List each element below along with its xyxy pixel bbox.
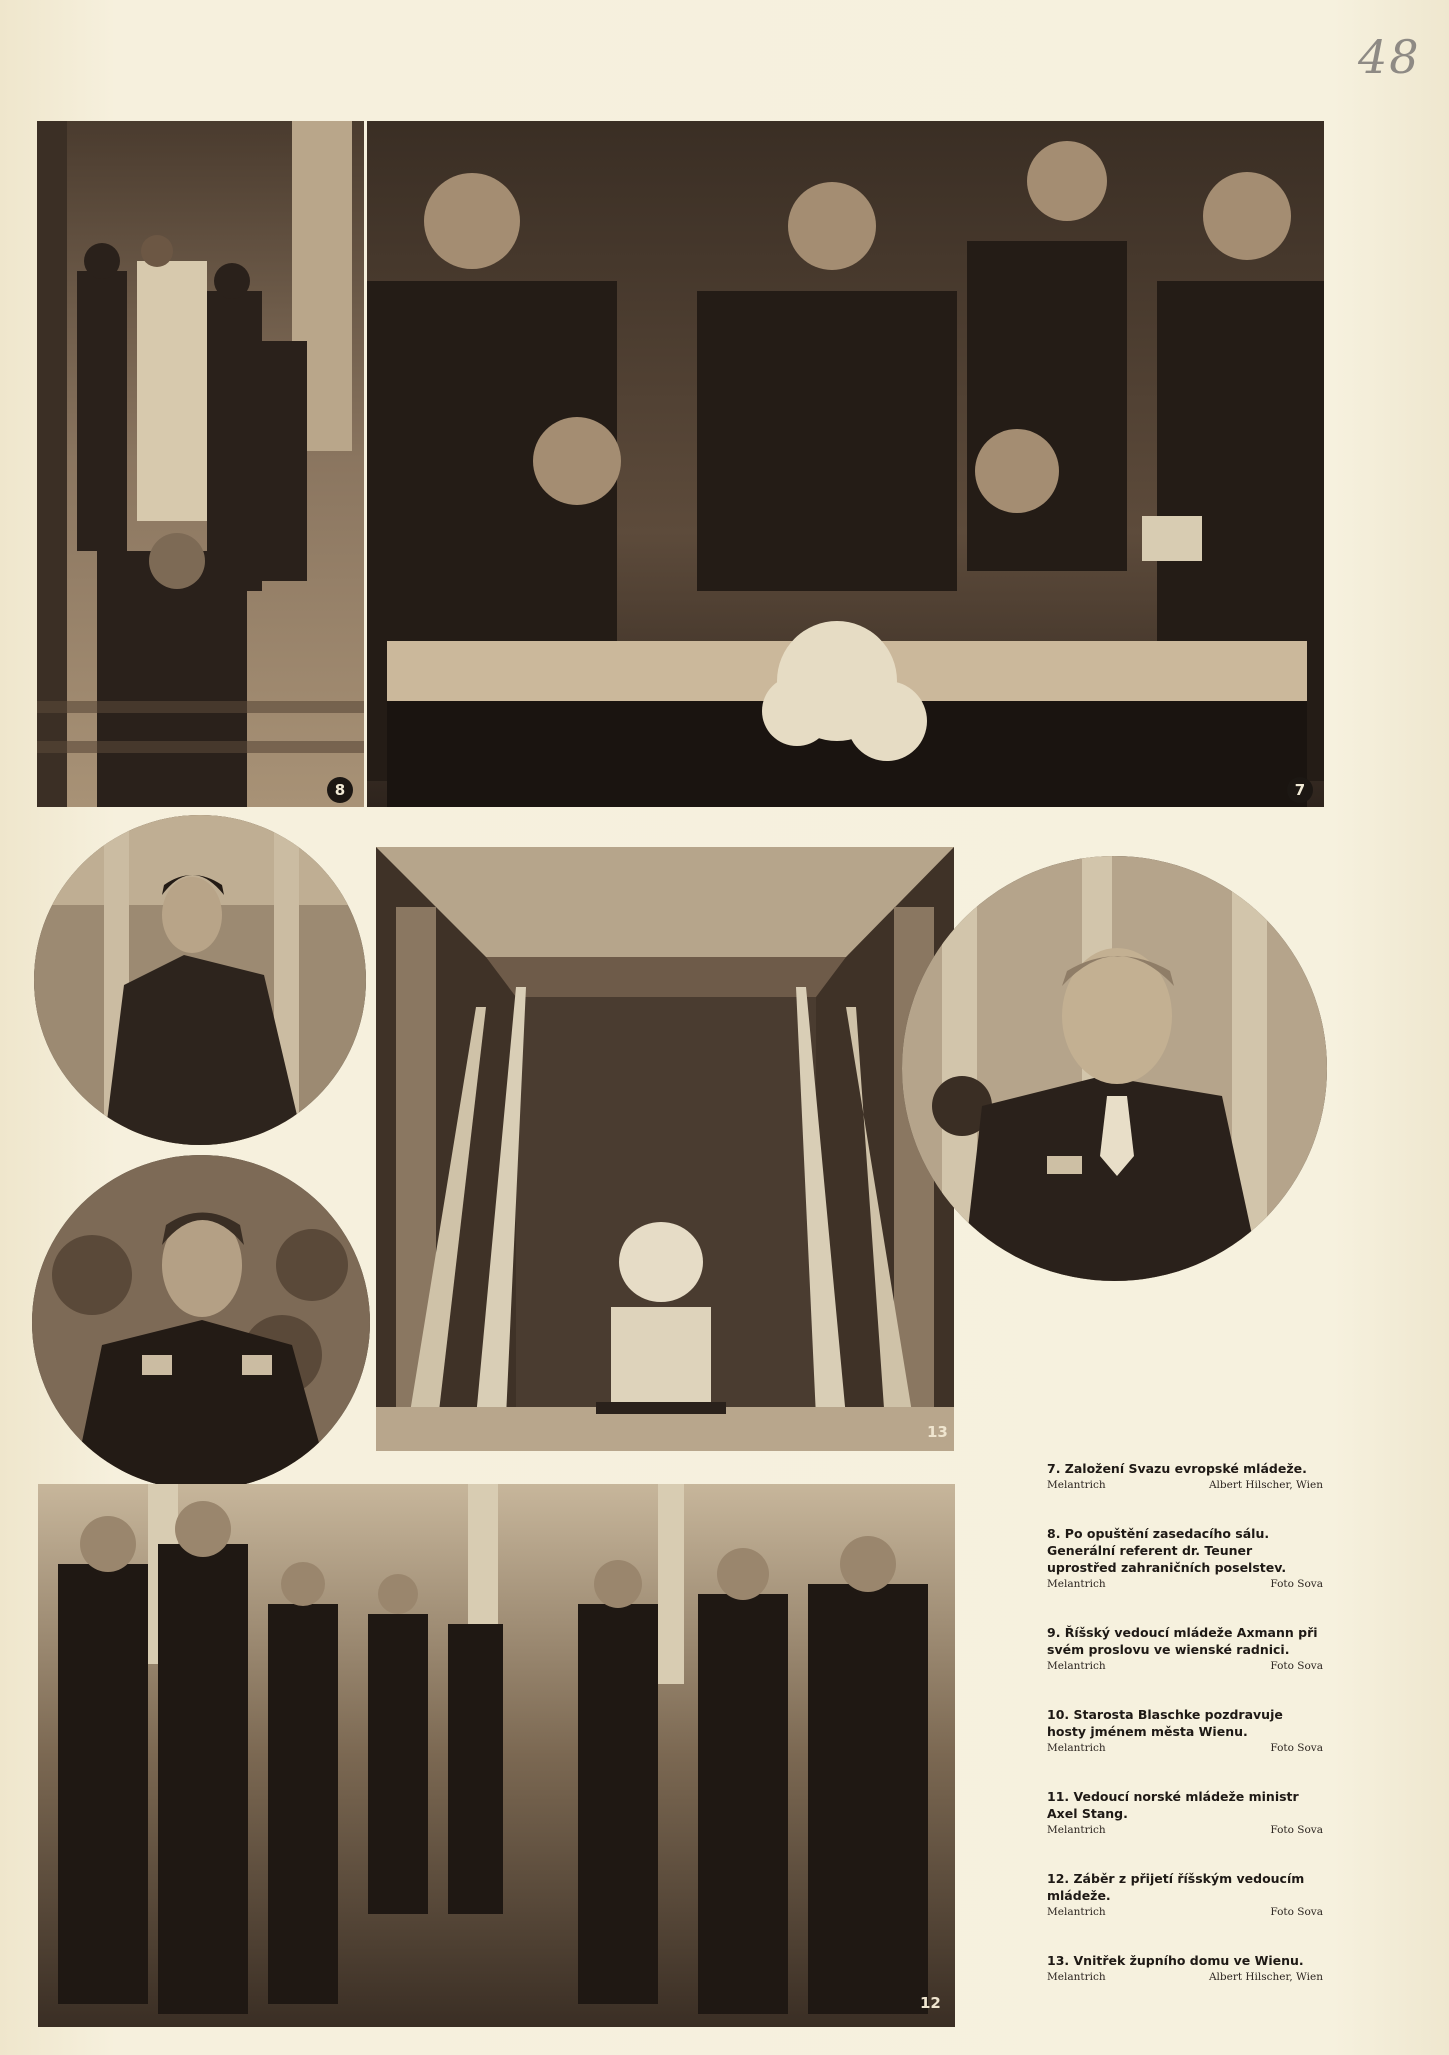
caption-source: Melantrich <box>1047 1479 1106 1491</box>
caption-photographer: Foto Sova <box>1270 1906 1323 1918</box>
caption-13 <box>1047 1952 1323 1983</box>
caption-title: 13. Vnitřek župního domu ve Wienu. <box>1047 1953 1304 1968</box>
caption-photographer: Albert Hilscher, Wien <box>1208 1479 1323 1491</box>
photo-number-label: 13 <box>927 1423 948 1441</box>
handwritten-page-number: 48 <box>1358 30 1421 84</box>
photo-number-badge: 7 <box>1287 777 1313 803</box>
caption-source: Melantrich <box>1047 1742 1106 1754</box>
caption-7 <box>1047 1460 1323 1491</box>
photo-number-badge: 8 <box>327 777 353 803</box>
photo-8 <box>37 121 364 807</box>
caption-title: 10. Starosta Blaschke pozdravuje hosty jménem města Wienu. <box>1047 1707 1283 1739</box>
caption-12 <box>1047 1870 1323 1918</box>
caption-photographer: Foto Sova <box>1270 1578 1323 1590</box>
photo-number-label: 12 <box>920 1994 941 2012</box>
caption-credit-line <box>1047 1971 1323 1983</box>
photo-number-badge: 9 <box>328 845 354 871</box>
photo-number-badge: 11 <box>330 1169 356 1195</box>
caption-source: Melantrich <box>1047 1660 1106 1672</box>
caption-source: Melantrich <box>1047 1971 1106 1983</box>
caption-title: 11. Vedoucí norské mládeže ministr Axel Stang. <box>1047 1789 1299 1821</box>
caption-photographer: Foto Sova <box>1270 1824 1323 1836</box>
caption-source: Melantrich <box>1047 1578 1106 1590</box>
photo-13 <box>376 847 954 1451</box>
caption-title: 8. Po opuštění zasedacího sálu. Generální referent dr. Teuner uprostřed zahraničních poselstev. <box>1047 1526 1287 1575</box>
caption-11 <box>1047 1788 1323 1836</box>
caption-title: 12. Záběr z přijetí říšským vedoucím mládeže. <box>1047 1871 1305 1903</box>
photo-10 <box>902 856 1327 1281</box>
caption-photographer: Albert Hilscher, Wien <box>1208 1971 1323 1983</box>
caption-column <box>1047 1460 1323 2017</box>
photo-9 <box>34 815 366 1145</box>
caption-credit-line <box>1047 1578 1323 1590</box>
photo-11 <box>32 1155 370 1490</box>
photo-12 <box>38 1484 955 2027</box>
caption-title: 7. Založení Svazu evropské mládeže. <box>1047 1461 1307 1476</box>
caption-9 <box>1047 1624 1323 1672</box>
caption-credit-line <box>1047 1660 1323 1672</box>
caption-source: Melantrich <box>1047 1824 1106 1836</box>
caption-8 <box>1047 1525 1323 1590</box>
caption-photographer: Foto Sova <box>1270 1742 1323 1754</box>
caption-credit-line <box>1047 1479 1323 1491</box>
caption-title: 9. Říšský vedoucí mládeže Axmann při svém proslovu ve wienské radnici. <box>1047 1625 1318 1657</box>
caption-credit-line <box>1047 1906 1323 1918</box>
caption-credit-line <box>1047 1742 1323 1754</box>
caption-credit-line <box>1047 1824 1323 1836</box>
caption-source: Melantrich <box>1047 1906 1106 1918</box>
photo-number-badge: 10 <box>1295 890 1321 916</box>
caption-10 <box>1047 1706 1323 1754</box>
caption-photographer: Foto Sova <box>1270 1660 1323 1672</box>
photo-7 <box>367 121 1324 807</box>
